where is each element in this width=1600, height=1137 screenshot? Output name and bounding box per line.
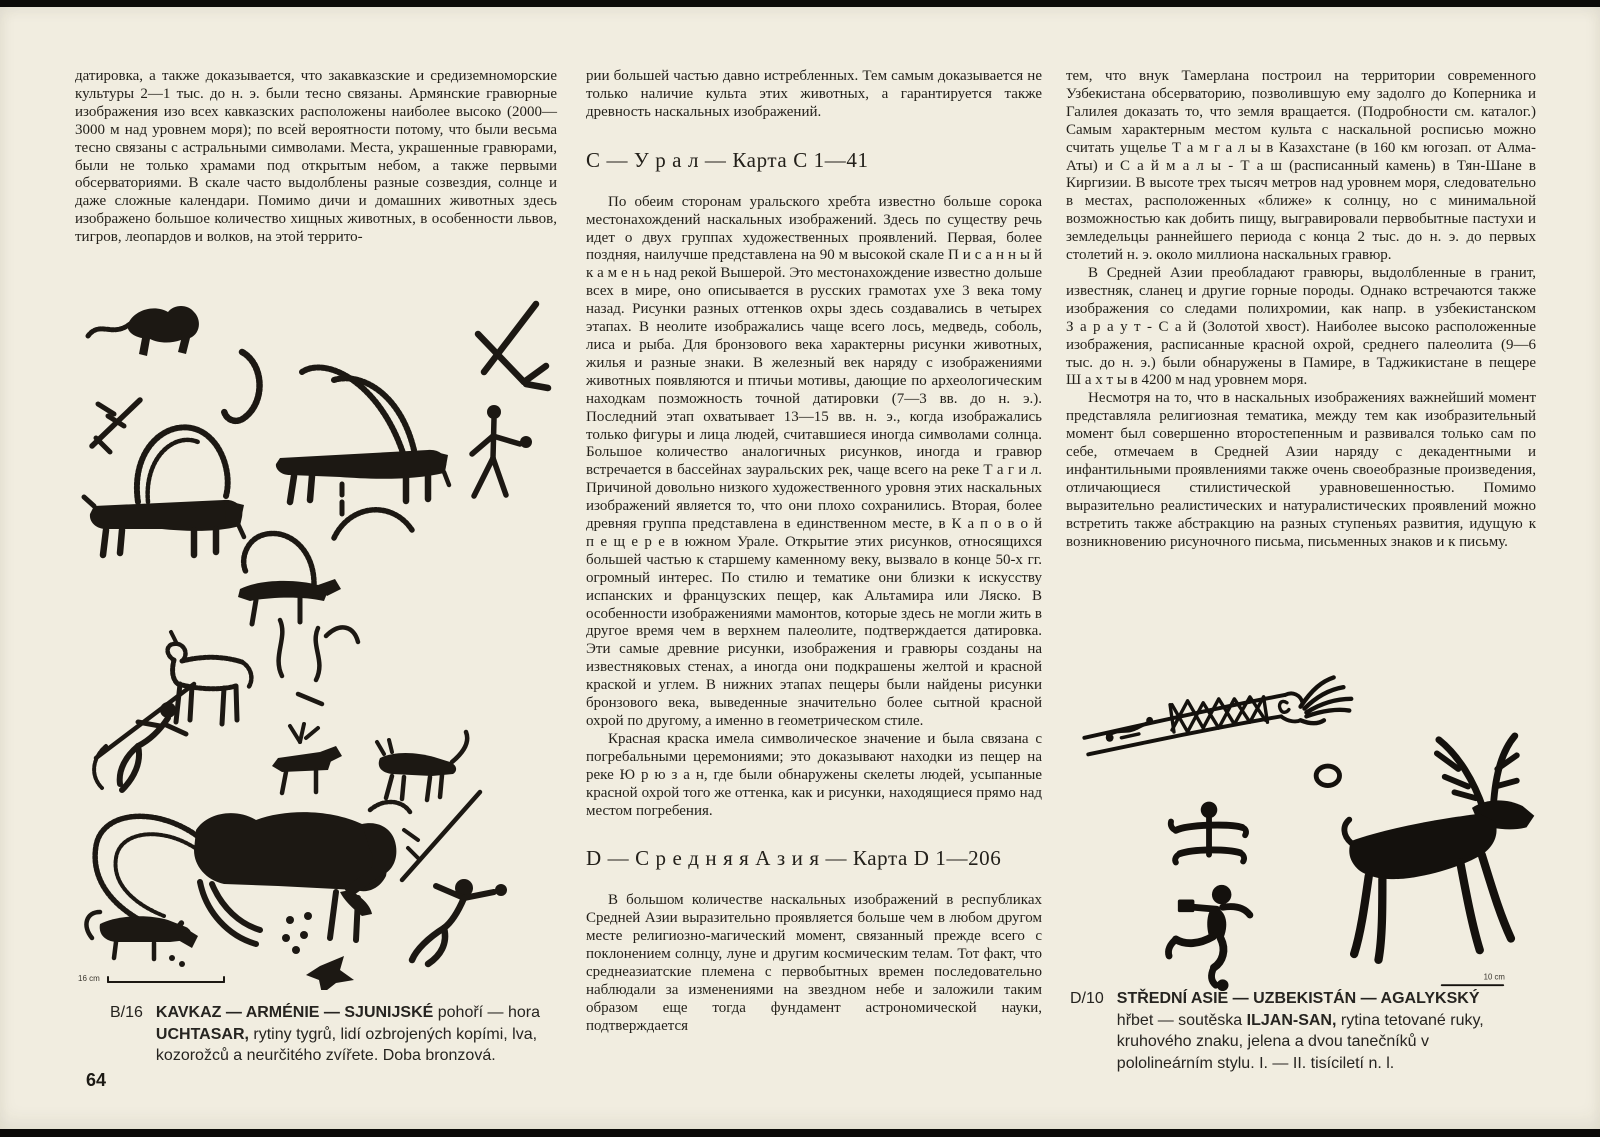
paragraph-ural-2: Красная краска имела символическое значение и была связана с погребальными церемониями; это доказывают находки из пещер на реке Ю р ю з а н, где были обнаружены скелеты людей, усыпанные красной охрой того же оттенка, как и рисунки, находящиеся прямо над местом погребения. — [586, 730, 1042, 819]
caption-label: D/10 — [1070, 990, 1104, 1007]
ibex-figure-small — [238, 533, 341, 624]
horse-figure — [168, 632, 252, 724]
page-paper — [0, 7, 1600, 1129]
horn-sign — [224, 352, 260, 421]
tattooed-arm-figure — [1084, 677, 1351, 754]
scale-bar — [1442, 972, 1505, 985]
wolf-figure — [377, 732, 467, 800]
caption-text: KAVKAZ — ARMÉNIE — SJUNIJSKÉ pohoří — hora UCHTASAR, rytiny tygrů, lidí ozbrojených kopími, lva, kozorožců a neurčitého zvířete. Doba bronzová. — [155, 1004, 541, 1064]
page-number: 64 — [86, 1070, 107, 1090]
paragraph-engravings: В Средней Азии преобладают гравюры, выдолбленные в гранит, известняк, сланец и другие горные породы. Однако встречаются также изображения со следами полихромии, как напр. в узбекистанском З а р а у т - С а й (Золотой хвост). Наиболее высоко расположенные изображения, расписанные красной охрой, среднего палеолита (9—6 тыс. до н. э.) были обнаружены в Памире, в Таджикистане в пещере Ш а х т ы в 4200 м над уровнем моря. — [1066, 264, 1536, 389]
dancer-figure-running — [1168, 885, 1249, 991]
beast-figure-top — [88, 306, 199, 356]
spear-sign — [92, 400, 140, 452]
section-heading-ural: С — У р а л — Карта С 1—41 — [586, 147, 869, 172]
bird-cross-sign — [478, 304, 548, 388]
human-figure-right — [472, 405, 532, 496]
paragraph-central-asia-intro: В большом количестве наскальных изображений в республиках Средней Азии выразительно проявляется больше чем в любом другом месте религиозно-магический момент, связанный прежде всего с поклонением солнцу, луне и другим космическим телам. Тот факт, что среднеазиатские племена с первобытных времен последовательно наблюдали за изменениями на звездном небе и заложили таким образом еще тогда фундамент астрономической науки, подтверждается — [586, 892, 1042, 1034]
circle-sign — [1316, 766, 1339, 785]
bird-figure-bottom — [306, 956, 354, 990]
dancer-figure-bars — [1171, 802, 1246, 863]
paragraph-continuation: рии большей частью давно истребленных. Тем самым доказывается не только наличие культа этих животных, а гарантируется также древность наскальных изображений. — [586, 68, 1042, 120]
paragraph-tamerlane: тем, что внук Тамерлана построил на территории современного Узбекистана обсерваторию, позволившую ему задолго до Коперника и Галилея доказать то, что земля вращается. (Подробности см. каталог.) Самым характерным местом культа с наскальной росписью можно считать ущелье Т а м г а л ы в Казахстане (в 160 км югозап. от Алма-Аты) и С а й м а л ы - Т а ш (расписанный камень) в Тян-Шане в Киргизии. В высоте трех тысяч метров над уровнем моря, следовательно в местах, расположенных «ближе» к солнцу, но с минимальной возможностью как добить пищу, выгравировали первобытные пастухи и земледельцы раннейшего периода с конца 2 тыс. до н. э. до первых столетий н. э. около миллиона наскальных гравюр. — [1066, 68, 1536, 264]
right-column — [1066, 68, 1536, 551]
deer-figure-small — [272, 724, 342, 793]
paragraph-ural-1: По обеим сторонам уральского хребта известно больше сорока местонахождений наскальных изображений. Здесь по существу речь идет о двух группах художественных проявлений. Первая, более поздняя, наилучше представлена на 90 м высокой скале П и с а н н ы й к а м е н ь над рекой Вышерой. Это местонахождение известно дольше всех в мире, оно описывается в русских грамотах ухе 3 века тому назад. Рисунки разных оттенков охры здесь создавались в четырех этапах. В неолите изображались чаще всего лось, медведь, соболь, лиса и рыба. Для бронзового века характерны рисунки животных, жилья и разные знаки. В железный век наряду с изображениями животных появляются и птичьи мотивы, дающие по археологическим находкам позможность точной датировки (7—3 вв. до н. э.). Последний этап охватывает 13—15 вв. н. э., когда изображались только фигуры и лица людей, считавшиеся иногда символами солнца. Большое количество аналогичных рисунков, иногда и гравюр встречается в бассейнах зауральских рек, чаще всего на реке Т а г и л. Причиной довольно низкого художественного уровня этих наскальных изображений является то, что они плохо сохранились. Вторая, более древняя группа представлена в единственном месте, в К а п о в о й п е щ е р е в южном Урале. Открытие этих рисунков, относящихся большей частью к старшему каменному веку, вызвало в конце 50-х гг. огромный интерес. По стилю и тематике они близки к искусству испанских и французских пещер, как Альтамира или Ляско. В особенности изображениями мамонтов, которые здесь не могли жить в другое время чем в верхнем палеолите, подтверждается датировка. Эти самые древние рисунки, изображения и гравюры созданы на известняковых стенах, а иногда они подкрашены желтой и красной краской и углем. В нижних этапах пещеры были найдены рисунки бронзового века, выведенные значительно более сытной красной охрой по другому, а именно в геометрическом стиле. — [586, 193, 1042, 729]
scale-label: 10 cm — [1483, 972, 1505, 982]
deer-figure — [1344, 736, 1534, 960]
scale-bar — [78, 974, 224, 983]
caption-text: STŘEDNÍ ASIE — UZBEKISTÁN — AGALYKSKÝ hřbet — soutěska ILJAN-SAN, rytina tetované ruky, kruhového znaku, jelena a dvou tanečníků v pololineárním stylu. I. — II. tisíciletí n. l. — [1116, 990, 1484, 1072]
hunter-figure-right — [402, 792, 507, 964]
dots-sign — [282, 912, 312, 954]
arc-sign — [334, 510, 412, 538]
petroglyph-illustration-d10 — [1058, 656, 1548, 992]
paragraph-religious-theme: Несмотря на то, что в наскальных изображениях важнейший момент представляла религиозная тематика, между тем как изобразительный момент был совершенно второстепенным и развивался только сам по себе, отмечаем в Средней Азии наряду с декадентными и инфантильными проявлениями также очень своеобразные произведения, отличающиеся стилистической уравновешенностью. Помимо выразительно реалистических и натуралистических проявлений можно встретить также абстракцию на разных ступеньях развития, идущую к возникновению рисуночного письма, письменных знаков и к письму. — [1066, 390, 1536, 550]
section-heading-central-asia: D — С р е д н я я А з и я — Карта D 1—206 — [586, 846, 1002, 871]
figure-caption-d10 — [1070, 988, 1518, 1074]
middle-column — [586, 68, 1042, 1036]
scale-label: 16 cm — [78, 974, 100, 983]
petroglyph-illustration-b16 — [70, 290, 558, 990]
wavy-signs — [279, 620, 358, 704]
figure-caption-b16 — [110, 1002, 542, 1067]
caption-label: B/16 — [110, 1004, 143, 1021]
ibex-figure-right — [276, 367, 449, 514]
left-column — [75, 68, 557, 247]
paragraph-armenia: датировка, а также доказывается, что закавказские и средиземноморские культуры 2—1 тыс. до н. э. были тесно связаны. Армянские гравюрные изображения изо всех кавказских расположены наиболее высоко (2000—3000 м над уровнем моря); по всей вероятности потому, что были весьма тесно связаны с астральными символами. Места, украшенные гравюрами, были не только храмами под открытым небом, а также первыми обсерваториями. В скале часто выдолблены разные созвездия, солнце и даже сложные календари. Помимо дичи и домашних животных здесь изображено большое количество хищных животных, в особенности львов, тигров, леопардов и волков, на этой террито- — [75, 68, 557, 246]
